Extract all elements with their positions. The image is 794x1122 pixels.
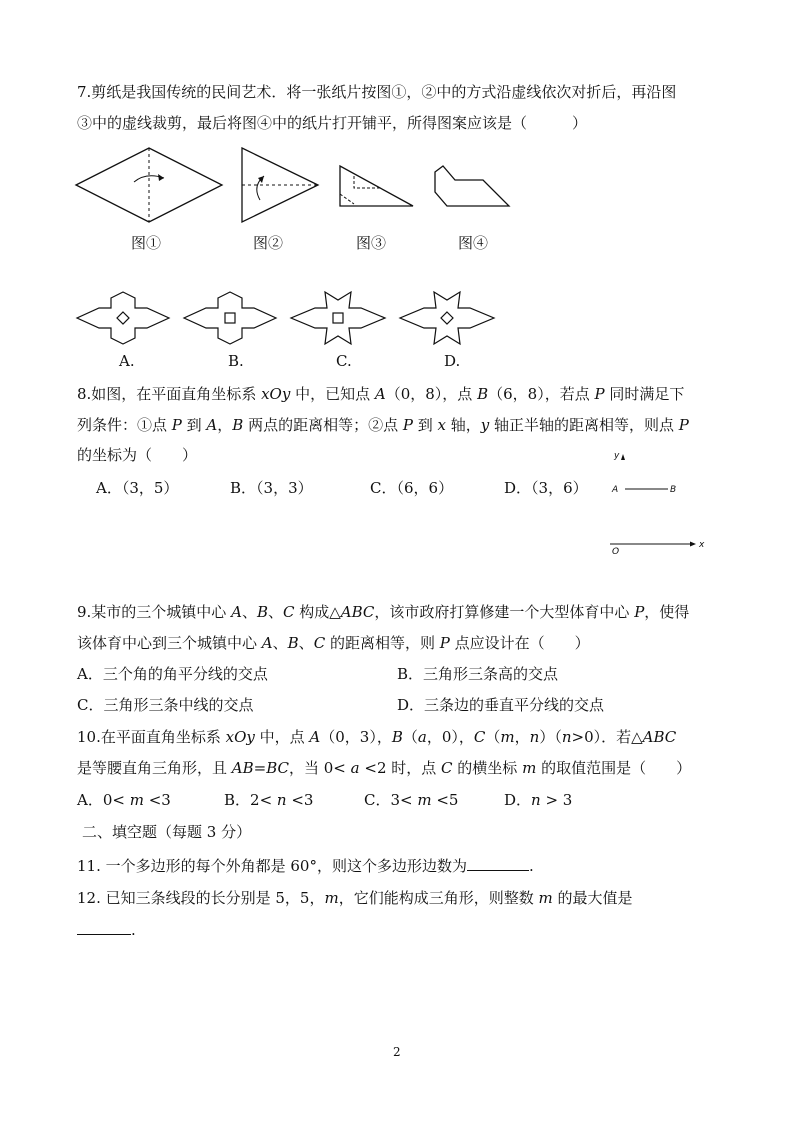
q7-caption-4: 图④: [458, 234, 489, 252]
q9-option-d: D．三条边的垂直平分线的交点: [397, 696, 605, 714]
q7-figure-3-triangle: [338, 164, 416, 210]
q10-option-d: D．n > 3: [504, 791, 573, 809]
q9-option-c: C．三角形三条中线的交点: [77, 696, 254, 714]
q8-option-b: B．（3，3）: [230, 479, 313, 497]
q8-text-line3: 的坐标为（ ）: [77, 446, 198, 464]
q7-caption-1: 图①: [131, 234, 162, 252]
q8-option-c: C．（6，6）: [370, 479, 454, 497]
q10-text-line2: 是等腰直角三角形，且 AB=BC，当 0< a <2 时，点 C 的横坐标 m 的取值范围是（ ）: [77, 759, 692, 777]
q8-text-line1: 8.如图，在平面直角坐标系 xOy 中，已知点 A（0，8），点 B（6，8），若点 P 同时满足下: [77, 385, 685, 403]
page-number: 2: [393, 1045, 401, 1059]
q8-graph-a-label: A: [612, 485, 619, 495]
q11-answer-blank[interactable]: [467, 870, 529, 871]
q8-graph-x-label: x: [699, 540, 705, 550]
q9-option-b: B．三角形三条高的交点: [397, 665, 559, 683]
q9-text-line2: 该体育中心到三个城镇中心 A、B、C 的距离相等，则 P 点应设计在（ ）: [77, 634, 590, 652]
q10-option-c: C．3< m <5: [364, 791, 459, 809]
q8-graph-y-label: y: [614, 451, 620, 461]
q8-option-a: A．（3，5）: [96, 479, 179, 497]
q7-caption-3: 图③: [356, 234, 387, 252]
q7-text-line2: ③中的虚线裁剪，最后将图④中的纸片打开铺平，所得图案应该是（ ）: [77, 114, 588, 132]
q10-option-b: B．2< n <3: [224, 791, 314, 809]
q7-option-b-figure: [182, 290, 278, 346]
q7-figure-2-triangle: [240, 146, 322, 224]
q7-option-c-figure: [289, 290, 387, 346]
q7-option-d: D.: [444, 352, 461, 370]
section-fill-in-blank-heading: 二、填空题（每题 3 分）: [82, 823, 252, 841]
q8-graph-b-label: B: [670, 485, 677, 495]
q7-option-b: B.: [228, 352, 244, 370]
q7-option-c: C.: [336, 352, 352, 370]
q7-caption-2: 图②: [253, 234, 284, 252]
q12-text-line2: .: [77, 920, 136, 940]
q7-figure-1-rhombus: [74, 146, 224, 224]
q12-answer-blank[interactable]: [77, 934, 131, 935]
q9-text-line1: 9.某市的三个城镇中心 A、B、C 构成△ABC，该市政府打算修建一个大型体育中心 P，使得: [77, 603, 690, 621]
q7-option-a: A.: [119, 352, 135, 370]
q8-text-line2: 列条件：①点 P 到 A，B 两点的距离相等；②点 P 到 x 轴，y 轴正半轴的距离相等，则点 P: [77, 416, 689, 434]
q8-graph-o-label: O: [612, 547, 620, 557]
q10-text-line1: 10.在平面直角坐标系 xOy 中，点 A（0，3），B（a，0），C（m，n）（n>0）．若△ABC: [77, 728, 677, 746]
q7-text-line1: 7.剪纸是我国传统的民间艺术．将一张纸片按图①，②中的方式沿虚线依次对折后，再沿图: [77, 83, 677, 101]
q7-option-a-figure: [75, 290, 171, 346]
q8-graph-x-arrow-icon: [690, 542, 696, 547]
q10-option-a: A．0< m <3: [77, 791, 171, 809]
q12-text-line1: 12. 已知三条线段的长分别是 5，5，m，它们能构成三角形，则整数 m 的最大值是: [77, 889, 633, 907]
q8-graph-y-arrow-icon: [621, 454, 625, 460]
q7-option-d-figure: [398, 290, 496, 346]
q9-option-a: A．三个角的角平分线的交点: [77, 665, 268, 683]
q7-figure-4-cut-shape: [433, 164, 513, 210]
q11-text: 11. 一个多边形的每个外角都是 60°，则这个多边形边数为 .: [77, 857, 534, 875]
q8-coordinate-graph: [608, 448, 708, 556]
q8-option-d: D．（3，6）: [504, 479, 588, 497]
